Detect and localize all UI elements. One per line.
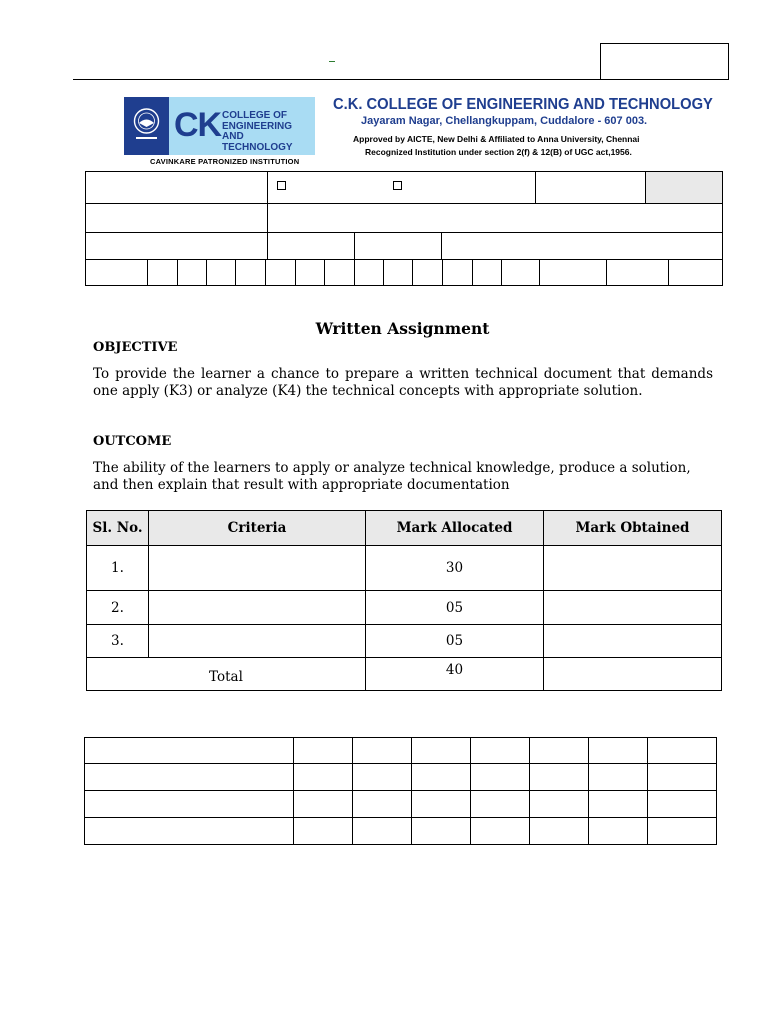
details-value-cell[interactable] [668,259,723,286]
details-shaded-cell [645,171,723,204]
grid-cell[interactable] [411,737,471,764]
rubric-header-criteria: Criteria [148,510,366,546]
header-dash [329,61,335,62]
rubric-criteria[interactable] [148,624,366,658]
grid-cell[interactable] [647,737,717,764]
grid-label-cell [84,790,294,818]
grid-cell[interactable] [411,790,471,818]
register-digit-cell[interactable] [177,259,207,286]
outcome-label: OUTCOME [93,434,172,449]
register-digit-cell[interactable] [442,259,473,286]
checkbox-option-2[interactable] [393,181,402,190]
grid-cell[interactable] [529,817,589,845]
college-address: Jayaram Nagar, Chellangkuppam, Cuddalore - 607 003. [361,115,648,127]
rubric-total-obtained[interactable] [543,657,722,691]
grid-cell[interactable] [411,763,471,791]
register-digit-cell[interactable] [472,259,502,286]
register-digit-cell[interactable] [324,259,355,286]
grid-cell[interactable] [293,763,353,791]
rubric-allocated: 30 [365,545,544,591]
outcome-text: The ability of the learners to apply or analyze technical knowledge, produce a solution, and then explain that result with appropriate documentation [93,460,691,493]
grid-cell[interactable] [529,790,589,818]
checkbox-option-1[interactable] [277,181,286,190]
rubric-allocated: 05 [365,624,544,658]
grid-cell[interactable] [647,763,717,791]
grid-cell[interactable] [588,790,648,818]
details-value-cell[interactable] [606,259,669,286]
details-value-cell[interactable] [354,232,442,260]
grid-cell[interactable] [588,817,648,845]
register-digit-cell[interactable] [235,259,266,286]
grid-cell[interactable] [352,763,412,791]
details-value-cell[interactable] [267,232,355,260]
logo-tagline: CAVINKARE PATRONIZED INSTITUTION [150,157,300,166]
college-logo [124,97,315,155]
register-digit-cell[interactable] [383,259,413,286]
rubric-sl: 3. [86,624,149,658]
rubric-obtained[interactable] [543,624,722,658]
grid-cell[interactable] [470,790,530,818]
details-value-cell[interactable] [441,232,723,260]
details-label-cell [535,171,646,204]
assignment-title: Written Assignment [315,319,490,338]
details-option-cell [267,171,536,204]
grid-cell[interactable] [293,790,353,818]
grid-cell[interactable] [647,817,717,845]
grid-cell[interactable] [470,737,530,764]
rubric-obtained[interactable] [543,590,722,625]
grid-cell[interactable] [529,737,589,764]
rubric-sl: 1. [86,545,149,591]
register-digit-cell[interactable] [147,259,178,286]
rubric-criteria[interactable] [148,545,366,591]
register-digit-cell[interactable] [295,259,325,286]
grid-cell[interactable] [588,763,648,791]
details-label-cell [85,171,268,204]
rubric-header-sl: Sl. No. [86,510,149,546]
rubric-header-allocated: Mark Allocated [365,510,544,546]
grid-cell[interactable] [588,737,648,764]
grid-cell[interactable] [470,817,530,845]
rubric-sl: 2. [86,590,149,625]
rubric-total-label: Total [86,657,366,691]
details-value-cell[interactable] [539,259,607,286]
rubric-total-value: 40 [365,657,544,691]
grid-cell[interactable] [293,817,353,845]
register-digit-cell[interactable] [412,259,443,286]
grid-label-cell [84,737,294,764]
register-digit-cell[interactable] [206,259,236,286]
rubric-criteria[interactable] [148,590,366,625]
grid-cell[interactable] [529,763,589,791]
grid-label-cell [84,817,294,845]
logo-wordmark: COLLEGE OF ENGINEERING AND TECHNOLOGY [222,110,293,153]
objective-label: OBJECTIVE [93,340,178,355]
grid-cell[interactable] [352,790,412,818]
rubric-obtained[interactable] [543,545,722,591]
register-label-cell [85,259,148,286]
details-label-cell [85,203,268,233]
grid-cell[interactable] [352,817,412,845]
header-rule [73,79,729,80]
grid-cell[interactable] [647,790,717,818]
logo-monogram: CK [174,106,222,144]
register-digit-cell[interactable] [265,259,296,286]
grid-cell[interactable] [293,737,353,764]
objective-text: To provide the learner a chance to prepare a written technical document that demands one apply (K3) or analyze (K4) the technical concepts with appropriate solution. [93,366,713,399]
seal-icon [124,97,169,155]
register-digit-cell[interactable] [501,259,540,286]
register-digit-cell[interactable] [354,259,384,286]
grid-cell[interactable] [352,737,412,764]
college-name: C.K. COLLEGE OF ENGINEERING AND TECHNOLOGY [333,96,713,113]
grid-label-cell [84,763,294,791]
college-recognition: Recognized Institution under section 2(f) & 12(B) of UGC act,1956. [365,147,632,157]
rubric-allocated: 05 [365,590,544,625]
rubric-header-obtained: Mark Obtained [543,510,722,546]
details-label-cell [85,232,268,260]
details-value-cell[interactable] [267,203,723,233]
college-approval: Approved by AICTE, New Delhi & Affiliated to Anna University, Chennai [353,134,640,144]
document-code-box [600,43,729,80]
grid-cell[interactable] [411,817,471,845]
grid-cell[interactable] [470,763,530,791]
